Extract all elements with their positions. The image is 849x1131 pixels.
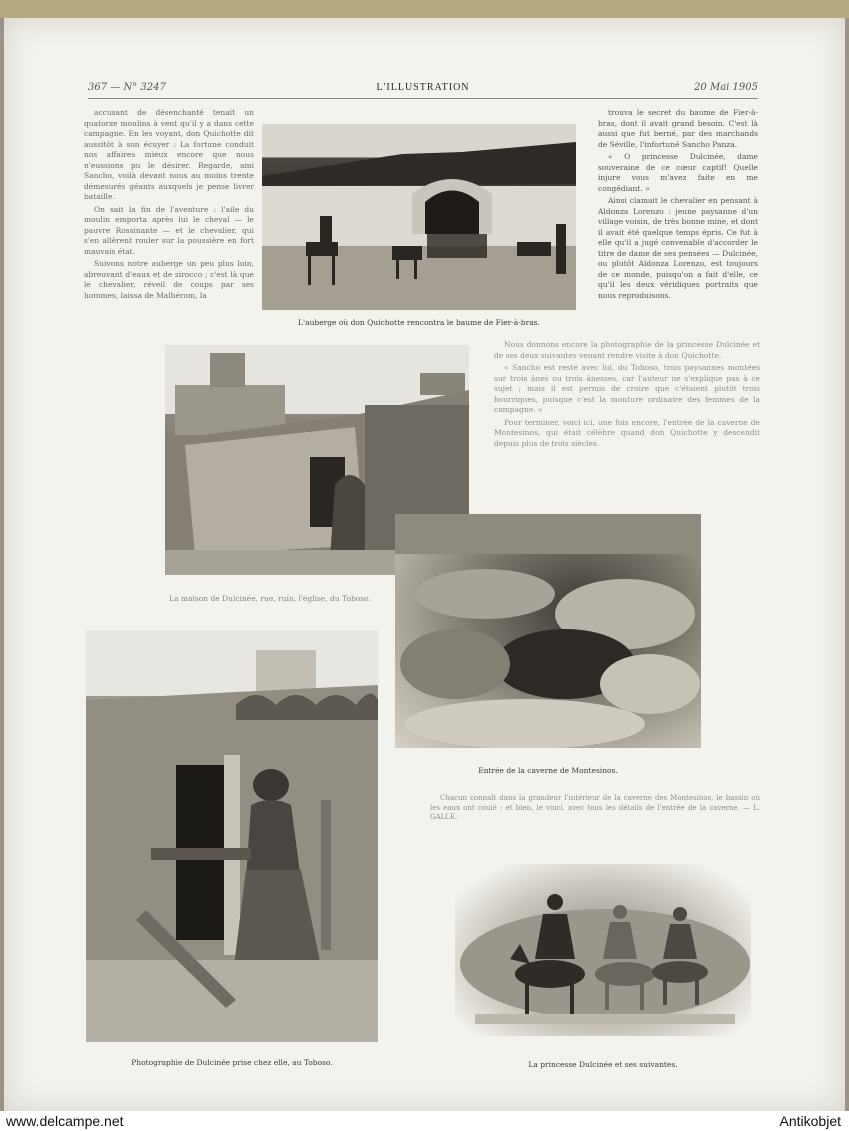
paragraph: « O princesse Dulcinée, dame souveraine de ce cœur captif! Quelle injure vous m'avez faite en me congédiant. » <box>598 152 758 193</box>
caption-photo-cave: Entrée de la caverne de Montesinos. <box>478 766 618 775</box>
watermark-right: Antikobjet <box>779 1113 841 1129</box>
scanner-edge <box>0 0 849 18</box>
watermark-bar <box>0 1111 849 1131</box>
page-header <box>88 82 758 96</box>
caption-photo-house: La maison de Dulcinée, rue, ruín, l'église, du Toboso. <box>169 594 371 603</box>
text-column-right <box>598 108 758 338</box>
paragraph: On sait la fin de l'aventure : l'aile du moulin emporta après lui le cheval — le pauvre Rossinante — et le chevalier, qui s'en allèrent rouler sur la poussière en fort mauvais état. <box>84 204 254 256</box>
text-block-middle <box>494 340 760 486</box>
watermark-left[interactable]: www.delcampe.net <box>6 1113 124 1129</box>
photo-riders <box>455 864 751 1036</box>
text-note <box>430 794 760 844</box>
photo-dulcinea-portrait <box>86 630 378 1042</box>
paragraph: Suivons notre auberge un peu plus loin, abreuvant d'eaux et de sirocco ; c'est là que le chevalier, réveil de coups par ses hommes, laissa de Malhérom, la <box>84 259 254 300</box>
paragraph: trouva le secret du baume de Fier-à-bras, dont il avait grand besoin. C'est là aussi que fut berné, par des marchands de Séville, l'infortuné Sancho Panza. <box>598 108 758 149</box>
paragraph: accusant de désenchanté tenait un quatorze moulins à vent qu'il y a dans cette campagne. En les voyant, don Quichotte dit aussitôt à son écuyer : La fortune conduit nos affaires mieux encore que nous n'eussions pu le désirer. Regarde, ami Sancho, voilà devant nous au moins trente démesurés géants auxquels je pense livrer bataille. <box>84 108 254 201</box>
magazine-title: L'ILLUSTRATION <box>376 82 470 93</box>
page-number: 367 — N° 3247 <box>88 82 166 93</box>
paragraph: Ainsi clamait le chevalier en pensant à Aldonza Lorenzo : jeune paysanne d'un village voisin, de très bonne mine, et dont il avait été quelque temps épris. Ce fut à elle qu'il a jugé convenable d'accorder le titre de dame de ses pensées — Dulcinée, ou plutôt Aldonza Lorenzo, est toujours de ce monde, puisqu'on a fait d'elle, ce qu'il les deux véridiques portraits que nous reproduisons. <box>598 196 758 300</box>
header-rule <box>88 98 758 99</box>
caption-photo-portrait: Photographie de Dulcinée prise chez elle, au Toboso. <box>131 1058 333 1067</box>
caption-photo-riders: La princesse Dulcinée et ses suivantes. <box>528 1060 678 1069</box>
photo-inn <box>262 124 576 310</box>
issue-date: 20 Mai 1905 <box>694 82 758 93</box>
paragraph: Chacun connaît dans la grandeur l'intérieur de la caverne des Montesinos, le bassin où les eaux ont coulé ; et bien, le voici, avec tous les détails de l'entrée de la caverne. — L. GALLE. <box>430 794 760 821</box>
photo-cave-entrance <box>395 514 701 748</box>
paragraph: Pour terminer, voici ici, une fois encore, l'entrée de la caverne de Montesinos, qui était célèbre quand don Quichotte y descendit depuis plus de trois siècles. <box>494 417 760 448</box>
paragraph: « Sancho est resté avec lui, du Toboso, trois paysannes montées sur trois ânes ou trois ânesses, car l'auteur ne s'explique pas à ce sujet ; mais il est permis de croire que c'étaient plutôt trois bourriques, puisque c'est la monture ordinaire des femmes de la campagne. » <box>494 363 760 414</box>
caption-photo-inn: L'auberge où don Quichotte rencontra le baume de Fier-à-bras. <box>298 318 540 327</box>
paragraph: Nous donnons encore la photographie de la princesse Dulcinée et de ses deux suivantes venant rendre visite à don Quichotte. <box>494 340 760 360</box>
text-column-left <box>84 108 254 330</box>
